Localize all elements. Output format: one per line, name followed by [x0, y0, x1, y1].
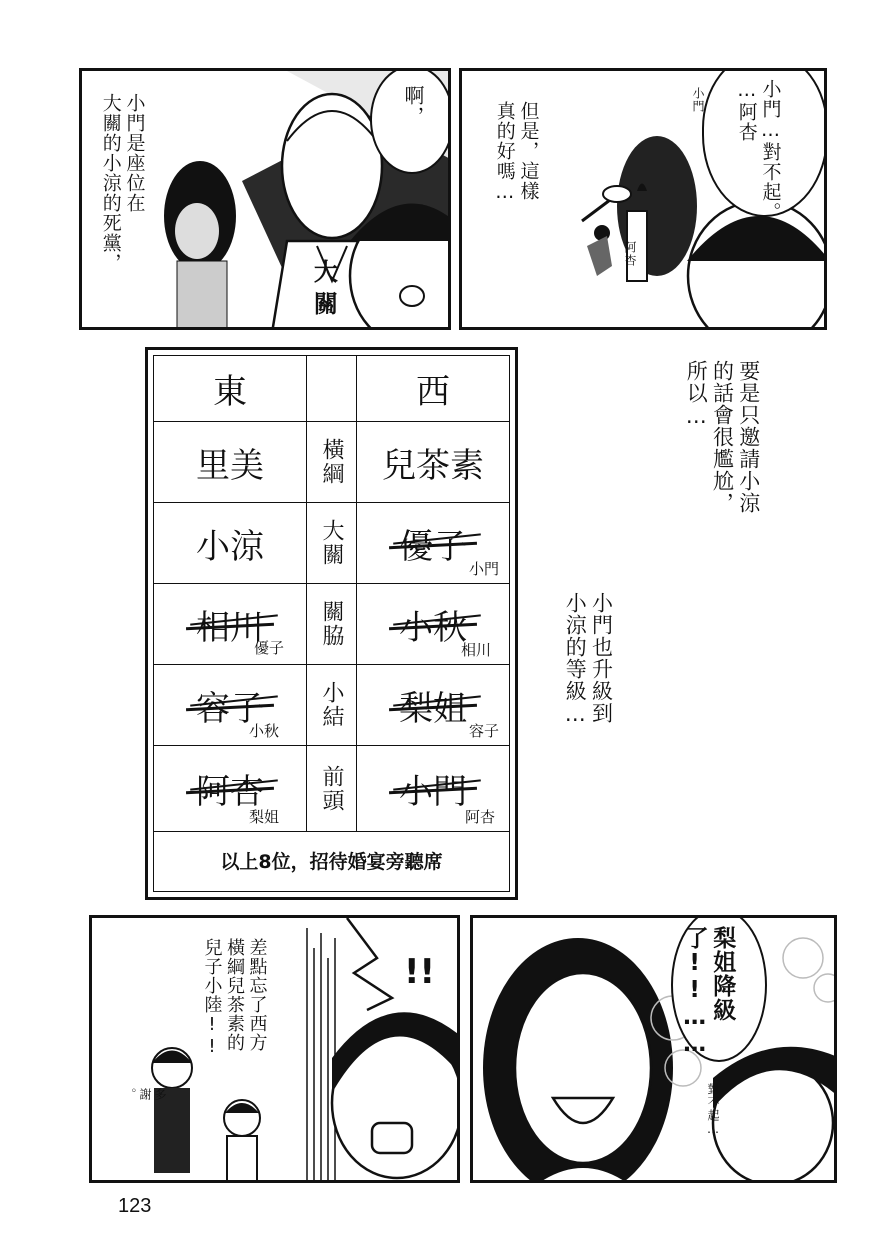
ranking-row	[154, 584, 509, 665]
question-line: 真的好嗎…	[493, 101, 516, 204]
east-replacement-note: 梨姐	[249, 808, 280, 826]
shirt-label-char: 大	[309, 259, 338, 284]
header-west: 西	[416, 372, 450, 412]
panel-1	[79, 68, 451, 330]
panel-4-bubble-text	[680, 926, 735, 1058]
rank-title: 橫綱	[319, 438, 344, 486]
shirt-label	[310, 259, 336, 284]
east-replacement-note: 優子	[254, 639, 285, 657]
narration-line: 小門也升級到	[589, 592, 614, 724]
bubble-line: 了!!……	[681, 926, 708, 1058]
bubble-line: 啊，	[401, 85, 425, 127]
thanks-text	[122, 1088, 167, 1101]
panel-4	[470, 915, 837, 1183]
panel-4-whisper	[705, 1083, 720, 1137]
east-name	[154, 665, 306, 745]
label-small-door: 小門	[691, 87, 705, 113]
ranking-row	[154, 665, 509, 746]
thanks-char: 謝	[138, 1088, 152, 1101]
panel-4-art	[473, 918, 837, 1183]
narration-right-1	[683, 360, 762, 514]
bubble-line: 梨姐降級	[709, 926, 736, 1022]
page-number: 123	[118, 1195, 152, 1217]
thought-line: …阿杏	[735, 79, 758, 142]
east-name-text-struck: 相川	[196, 600, 264, 649]
shirt-label-2	[310, 291, 336, 316]
exclaim-text: !!	[404, 952, 436, 992]
ranking-row	[154, 746, 509, 832]
narration-line: 橫綱兒茶素的	[224, 938, 245, 1052]
east-replacement-note: 小秋	[249, 722, 280, 740]
narration-line: 所以…	[684, 360, 709, 429]
panel-1-narration	[98, 93, 146, 273]
rank-title: 大關	[319, 519, 344, 567]
east-name-text: 里美	[196, 445, 264, 486]
east-name	[154, 746, 306, 831]
narration-line: 的話會很尷尬，	[710, 360, 735, 514]
ranking-footer: 以上8位，招待婚宴旁聽席	[220, 850, 443, 873]
west-name-text-struck: 小秋	[399, 600, 467, 649]
east-name	[154, 503, 306, 583]
panel-1-bubble-text	[400, 85, 425, 127]
east-name-text-struck: 容子	[196, 681, 264, 730]
question-line: 但是，這樣	[517, 101, 540, 201]
narration-right-2	[562, 592, 615, 727]
panel-2-question	[492, 101, 540, 204]
east-name-text: 小涼	[196, 526, 264, 567]
narration-line: 小門是座位在	[123, 93, 146, 213]
narration-line: 大關的小涼的死黨，	[99, 93, 122, 273]
east-name	[154, 422, 306, 502]
west-name-text-struck: 優子	[399, 519, 467, 568]
rank-title: 小結	[319, 681, 344, 729]
narration-line: 兒子小陸!!	[201, 938, 223, 1058]
narration-line: 要是只邀請小涼	[736, 360, 761, 514]
narration-line: 差點忘了西方	[246, 938, 268, 1052]
west-name-text: 兒茶素	[382, 445, 484, 486]
panel-3-narration	[200, 938, 268, 1058]
ranking-table-inner	[153, 355, 510, 892]
thanks-char: 。	[123, 1088, 137, 1101]
west-replacement-note: 小門	[468, 560, 499, 578]
west-replacement-note: 容子	[468, 722, 499, 740]
panel-3	[89, 915, 460, 1183]
whisper-line: 對不起…	[706, 1083, 720, 1137]
west-replacement-note: 阿杏	[464, 808, 495, 826]
west-name	[357, 422, 509, 502]
west-name-text-struck: 梨姐	[399, 681, 467, 730]
panel-2-thought-text	[734, 79, 782, 222]
rank-title: 前頭	[319, 764, 344, 813]
ranking-row	[154, 503, 509, 584]
panel-2	[459, 68, 827, 330]
west-replacement-note: 相川	[460, 641, 491, 659]
ranking-header-row	[154, 356, 509, 422]
label-an-xing: 阿杏	[623, 241, 637, 267]
ranking-row	[154, 422, 509, 503]
rank-title: 關脇	[319, 600, 344, 648]
shirt-label-char: 關	[309, 291, 338, 316]
narration-line: 小涼的等級…	[563, 592, 588, 727]
west-name-text-struck: 小門	[399, 764, 467, 813]
header-east: 東	[213, 372, 247, 412]
east-name-text-struck: 阿杏	[196, 764, 264, 813]
thought-line: 小門…對不起。	[759, 79, 782, 222]
ranking-table	[145, 347, 518, 900]
thanks-char: 多	[153, 1088, 167, 1101]
